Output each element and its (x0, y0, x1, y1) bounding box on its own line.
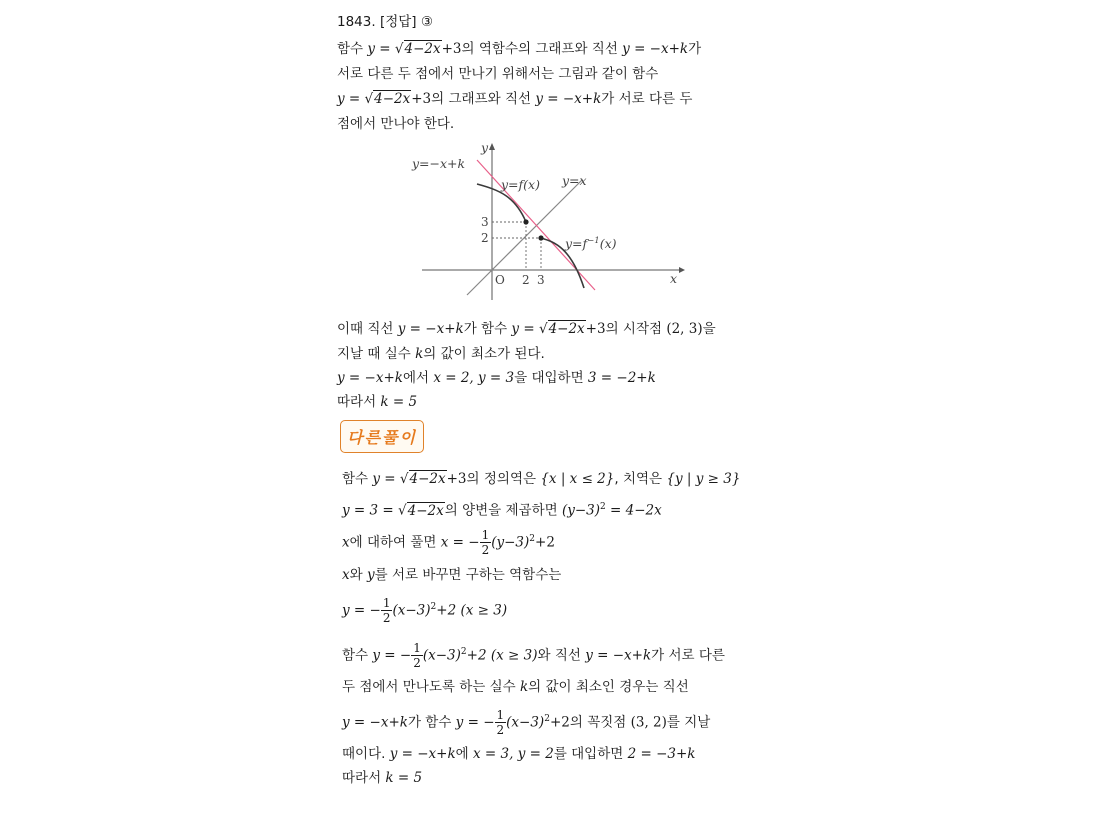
para2-line1: 이때 직선 y = −x+k가 함수 y = √4−2x+3의 시작점 (2, 3)을 (337, 321, 716, 337)
label-y-equals-x: y=x (562, 173, 587, 188)
label-f: y=f(x) (501, 177, 540, 192)
alt-line7 (342, 678, 689, 696)
text: 의 그래프와 직선 (431, 91, 536, 107)
text: 가 함수 (463, 321, 512, 337)
math: (x−3) (392, 602, 431, 619)
text: 를 대입하면 (553, 746, 628, 762)
problem-number: 1843. (337, 14, 376, 30)
alt-line5 (342, 592, 507, 626)
axis-y-label: y (481, 140, 489, 155)
math: 2 (529, 534, 536, 544)
math: x = 2, y = 3 (433, 370, 515, 386)
text: 의 양변을 제곱하면 (444, 502, 562, 519)
math: x = 3, y = 2 (473, 746, 554, 762)
text: 따라서 (337, 394, 381, 410)
tick-x-2: 2 (522, 273, 530, 287)
text: 의 꼭짓점 (569, 714, 631, 731)
text: 와 (349, 567, 367, 583)
math: = 4−2x (605, 502, 662, 519)
math: y = (367, 41, 395, 57)
math: x = − (440, 534, 480, 551)
alt-line8 (342, 704, 710, 738)
para1-line2: 서로 다른 두 점에서 만나기 위해서는 그림과 같이 함수 (337, 66, 659, 82)
math: (y−3) (491, 534, 530, 551)
text: 의 시작점 (605, 321, 667, 337)
function-graph (407, 138, 687, 303)
math: y = 3 = (342, 502, 399, 519)
math: 3 = −2+k (587, 370, 656, 386)
y-axis-arrow-icon (489, 143, 495, 150)
math: +3 (411, 91, 432, 107)
text: 지날 때 실수 (337, 346, 416, 362)
text: 때이다. (342, 746, 390, 762)
math: k = 5 (380, 394, 418, 410)
math: k (519, 679, 529, 695)
radicand: 4−2x (548, 321, 585, 337)
fraction: $\frac{1}{2}$ (496, 708, 505, 737)
text: 함수 (342, 647, 373, 664)
math: (3, 2) (630, 714, 667, 731)
math: y = −x+k (585, 647, 652, 664)
math: y = − (455, 714, 495, 731)
alt-line9 (342, 745, 696, 763)
text: 함수 (337, 41, 368, 57)
math: k (415, 346, 424, 362)
math: y = −x+k (389, 746, 456, 762)
fraction: $\frac{1}{2}$ (481, 528, 490, 557)
text: 의 값이 최소인 경우는 직선 (528, 679, 689, 695)
text: 가 (688, 41, 702, 57)
point-2-3 (523, 219, 528, 224)
text: 을 (702, 321, 716, 337)
math: {x | x ≤ 2} (540, 471, 615, 487)
text: 가 서로 다른 (651, 647, 725, 664)
radicand: 4−2x (409, 471, 446, 487)
math: y = −x+k (622, 41, 689, 57)
text: 따라서 (342, 770, 386, 786)
x-axis-arrow-icon (679, 267, 685, 273)
math: y = −x+k (337, 370, 403, 386)
para1-line1: 함수 y = √4−2x+3의 역함수의 그래프와 직선 y = −x+k가 (337, 41, 702, 57)
math: 2 (600, 502, 606, 512)
math: x (342, 534, 350, 551)
math: x (342, 567, 350, 583)
text: 두 점에서 만나도록 하는 실수 (342, 679, 520, 695)
problem-header (337, 13, 433, 31)
tick-y-2: 2 (481, 231, 489, 245)
alt-solution-badge (340, 420, 424, 453)
math: +2 (549, 714, 570, 731)
para2-line2 (337, 345, 545, 363)
text: 에 (455, 746, 474, 762)
math: (y−3) (561, 502, 600, 519)
math: y = (372, 471, 400, 487)
alt-line1: 함수 y = √4−2x+3의 정의역은 {x | x ≤ 2}, 치역은 {y | y ≥ 3} (342, 471, 741, 487)
label-line-k: y=−x+k (412, 156, 466, 171)
math: y = (511, 321, 539, 337)
text: 에서 (402, 370, 434, 386)
text: 를 지날 (666, 714, 711, 731)
math: 2 (430, 602, 437, 612)
alt-line6 (342, 637, 725, 671)
label-f-inverse: $y=f^{-1}(x)$ (565, 236, 617, 251)
text: 의 정의역은 (466, 471, 541, 487)
text: 을 대입하면 (514, 370, 588, 386)
math: y = − (372, 647, 412, 664)
math: y = (337, 91, 365, 107)
math: +2 (x ≥ 3) (436, 602, 508, 619)
math: (x−3) (422, 647, 461, 664)
origin-label: O (495, 273, 505, 287)
alt-solution-label: 다른풀이 (347, 428, 417, 447)
math: +3 (585, 321, 606, 337)
math: y (366, 567, 375, 583)
math: +2 (535, 534, 555, 551)
para1-line3: y = √4−2x+3의 그래프와 직선 y = −x+k가 서로 다른 두 (337, 91, 693, 107)
math: (x−3) (506, 714, 545, 731)
text: 에 대하여 풀면 (349, 534, 441, 551)
math: (2, 3) (666, 321, 703, 337)
math: +3 (446, 471, 467, 487)
math: k = 5 (385, 770, 423, 786)
alt-line4 (342, 566, 561, 584)
tick-x-3: 3 (537, 273, 545, 287)
text: 와 직선 (537, 647, 586, 664)
text: 의 값이 최소가 된다. (423, 346, 545, 362)
math: y = −x+k (535, 91, 602, 107)
para1-line4: 점에서 만나야 한다. (337, 116, 455, 132)
fraction: $\frac{1}{2}$ (382, 596, 391, 625)
math: 2 (460, 647, 467, 657)
answer-label: [정답] (379, 14, 417, 30)
alt-line3 (342, 524, 555, 558)
math: 2 (544, 714, 550, 724)
fraction: $\frac{1}{2}$ (413, 641, 421, 670)
alt-line10 (342, 769, 422, 787)
answer-mark: ③ (420, 14, 433, 30)
radicand: 4−2x (404, 41, 441, 57)
text: 가 함수 (407, 714, 456, 731)
axis-x-label: x (670, 271, 678, 286)
math: 2 = −3+k (627, 746, 696, 762)
math: {y | y ≥ 3} (666, 471, 741, 487)
math: y = −x+k (342, 714, 408, 731)
tick-y-3: 3 (481, 215, 489, 229)
text: 가 서로 다른 두 (601, 91, 693, 107)
text: 함수 (342, 471, 373, 487)
para2-line4 (337, 393, 417, 411)
text: 의 역함수의 그래프와 직선 (461, 41, 623, 57)
alt-line2: y = 3 = √4−2x의 양변을 제곱하면 $(y-3)^2 = 4-2x$ (342, 502, 662, 519)
math: y = −x+k (397, 321, 464, 337)
point-3-2 (538, 235, 543, 240)
solution-page (337, 0, 777, 819)
text: 이때 직선 (337, 321, 398, 337)
text: , 치역은 (614, 471, 667, 487)
math: +2 (x ≥ 3) (466, 647, 538, 664)
para2-line3 (337, 369, 656, 387)
text: 를 서로 바꾸면 구하는 역함수는 (374, 567, 562, 583)
radicand: 4−2x (407, 502, 444, 519)
math: y = − (342, 602, 381, 619)
math: +3 (441, 41, 462, 57)
radicand: 4−2x (374, 91, 411, 107)
